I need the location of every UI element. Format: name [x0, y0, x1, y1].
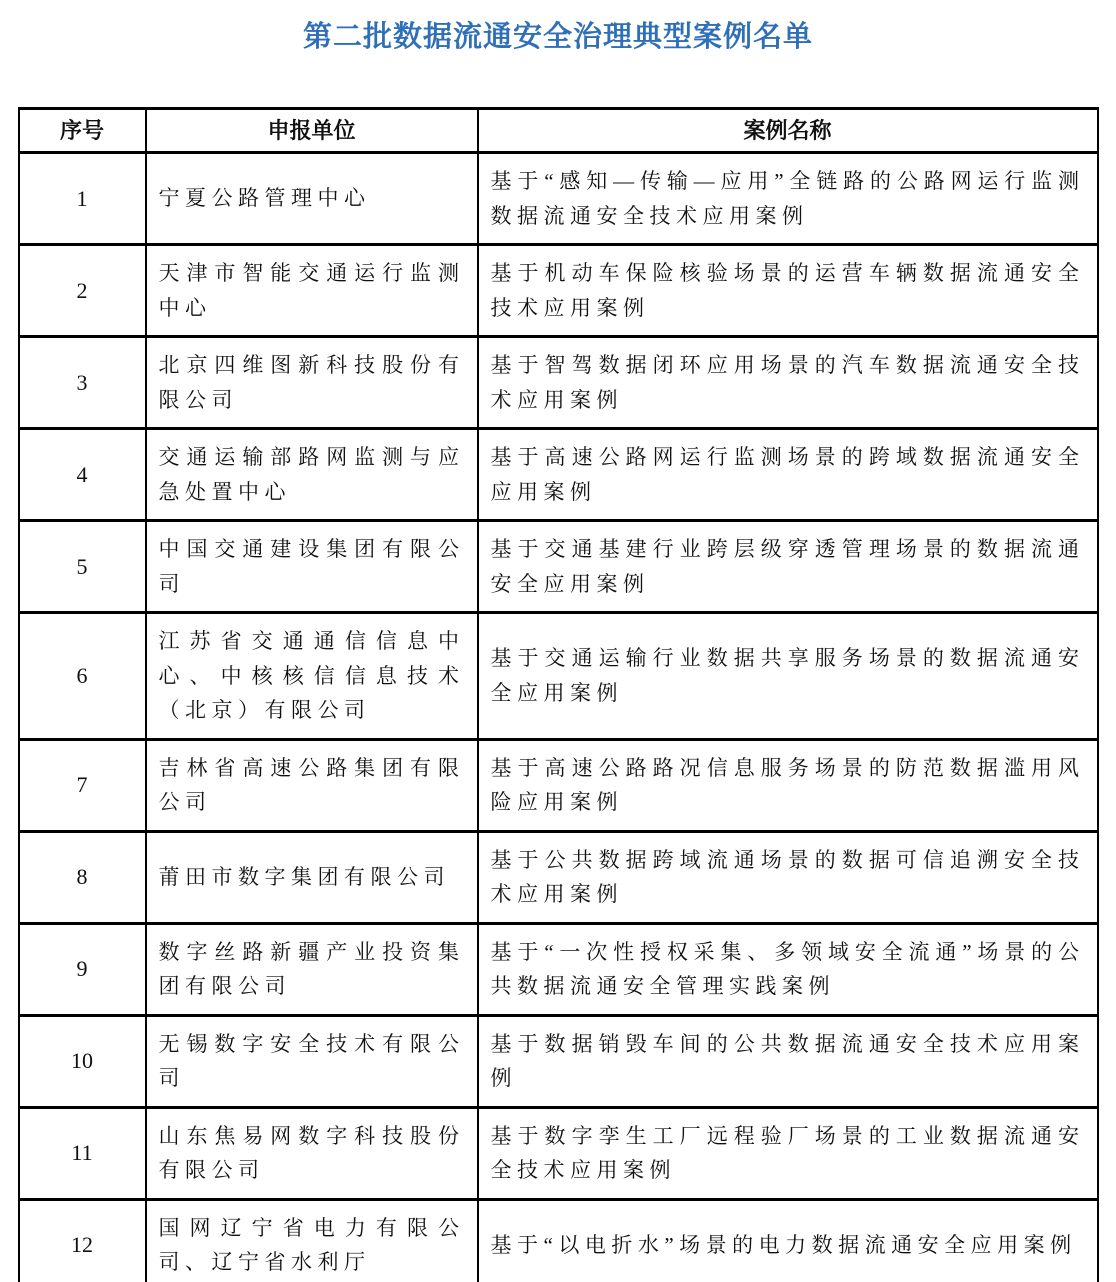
case-name-cell: 基于交通基建行业跨层级穿透管理场景的数据流通安全应用案例 — [478, 521, 1098, 613]
table-row — [19, 337, 1098, 429]
serial-number-cell: 1 — [19, 153, 146, 245]
case-name-cell: 基于机动车保险核验场景的运营车辆数据流通安全技术应用案例 — [478, 245, 1098, 337]
table-row — [19, 831, 1098, 923]
serial-number-cell: 3 — [19, 337, 146, 429]
table-row — [19, 613, 1098, 740]
serial-number-cell: 11 — [19, 1107, 146, 1199]
declaring-unit-cell: 交通运输部路网监测与应急处置中心 — [146, 429, 478, 521]
case-name-cell: 基于高速公路路况信息服务场景的防范数据滥用风险应用案例 — [478, 739, 1098, 831]
page-title: 第二批数据流通安全治理典型案例名单 — [302, 19, 813, 53]
column-header-serial-number: 序号 — [19, 109, 146, 153]
declaring-unit-cell: 莆田市数字集团有限公司 — [146, 831, 478, 923]
case-name-cell: 基于交通运输行业数据共享服务场景的数据流通安全应用案例 — [478, 613, 1098, 740]
cases-table — [18, 107, 1099, 1282]
table-header-row — [19, 109, 1098, 153]
serial-number-cell: 7 — [19, 739, 146, 831]
column-header-case-name: 案例名称 — [478, 109, 1098, 153]
serial-number-cell: 5 — [19, 521, 146, 613]
case-name-cell: 基于“以电折水”场景的电力数据流通安全应用案例 — [478, 1199, 1098, 1282]
case-name-cell: 基于公共数据跨域流通场景的数据可信追溯安全技术应用案例 — [478, 831, 1098, 923]
declaring-unit-cell: 中国交通建设集团有限公司 — [146, 521, 478, 613]
table-row — [19, 245, 1098, 337]
table-row — [19, 1107, 1098, 1199]
declaring-unit-cell: 无锡数字安全技术有限公司 — [146, 1015, 478, 1107]
case-name-cell: 基于智驾数据闭环应用场景的汽车数据流通安全技术应用案例 — [478, 337, 1098, 429]
declaring-unit-cell: 宁夏公路管理中心 — [146, 153, 478, 245]
serial-number-cell: 2 — [19, 245, 146, 337]
serial-number-cell: 6 — [19, 613, 146, 740]
declaring-unit-cell: 国网辽宁省电力有限公司、辽宁省水利厅 — [146, 1199, 478, 1282]
table-row — [19, 739, 1098, 831]
serial-number-cell: 4 — [19, 429, 146, 521]
table-row — [19, 1199, 1098, 1282]
case-name-cell: 基于高速公路网运行监测场景的跨域数据流通安全应用案例 — [478, 429, 1098, 521]
declaring-unit-cell: 北京四维图新科技股份有限公司 — [146, 337, 478, 429]
table-row — [19, 521, 1098, 613]
case-name-cell: 基于数字孪生工厂远程验厂场景的工业数据流通安全技术应用案例 — [478, 1107, 1098, 1199]
serial-number-cell: 8 — [19, 831, 146, 923]
case-name-cell: 基于“一次性授权采集、多领域安全流通”场景的公共数据流通安全管理实践案例 — [478, 923, 1098, 1015]
case-name-cell: 基于“感知—传输—应用”全链路的公路网运行监测数据流通安全技术应用案例 — [478, 153, 1098, 245]
serial-number-cell: 9 — [19, 923, 146, 1015]
declaring-unit-cell: 山东焦易网数字科技股份有限公司 — [146, 1107, 478, 1199]
table-row — [19, 153, 1098, 245]
table-row — [19, 1015, 1098, 1107]
declaring-unit-cell: 江苏省交通通信信息中心、中核核信信息技术（北京）有限公司 — [146, 613, 478, 740]
declaring-unit-cell: 数字丝路新疆产业投资集团有限公司 — [146, 923, 478, 1015]
declaring-unit-cell: 吉林省高速公路集团有限公司 — [146, 739, 478, 831]
serial-number-cell: 12 — [19, 1199, 146, 1282]
table-row — [19, 923, 1098, 1015]
case-name-cell: 基于数据销毁车间的公共数据流通安全技术应用案例 — [478, 1015, 1098, 1107]
declaring-unit-cell: 天津市智能交通运行监测中心 — [146, 245, 478, 337]
column-header-declaring-unit: 申报单位 — [146, 109, 478, 153]
table-row — [19, 429, 1098, 521]
serial-number-cell: 10 — [19, 1015, 146, 1107]
